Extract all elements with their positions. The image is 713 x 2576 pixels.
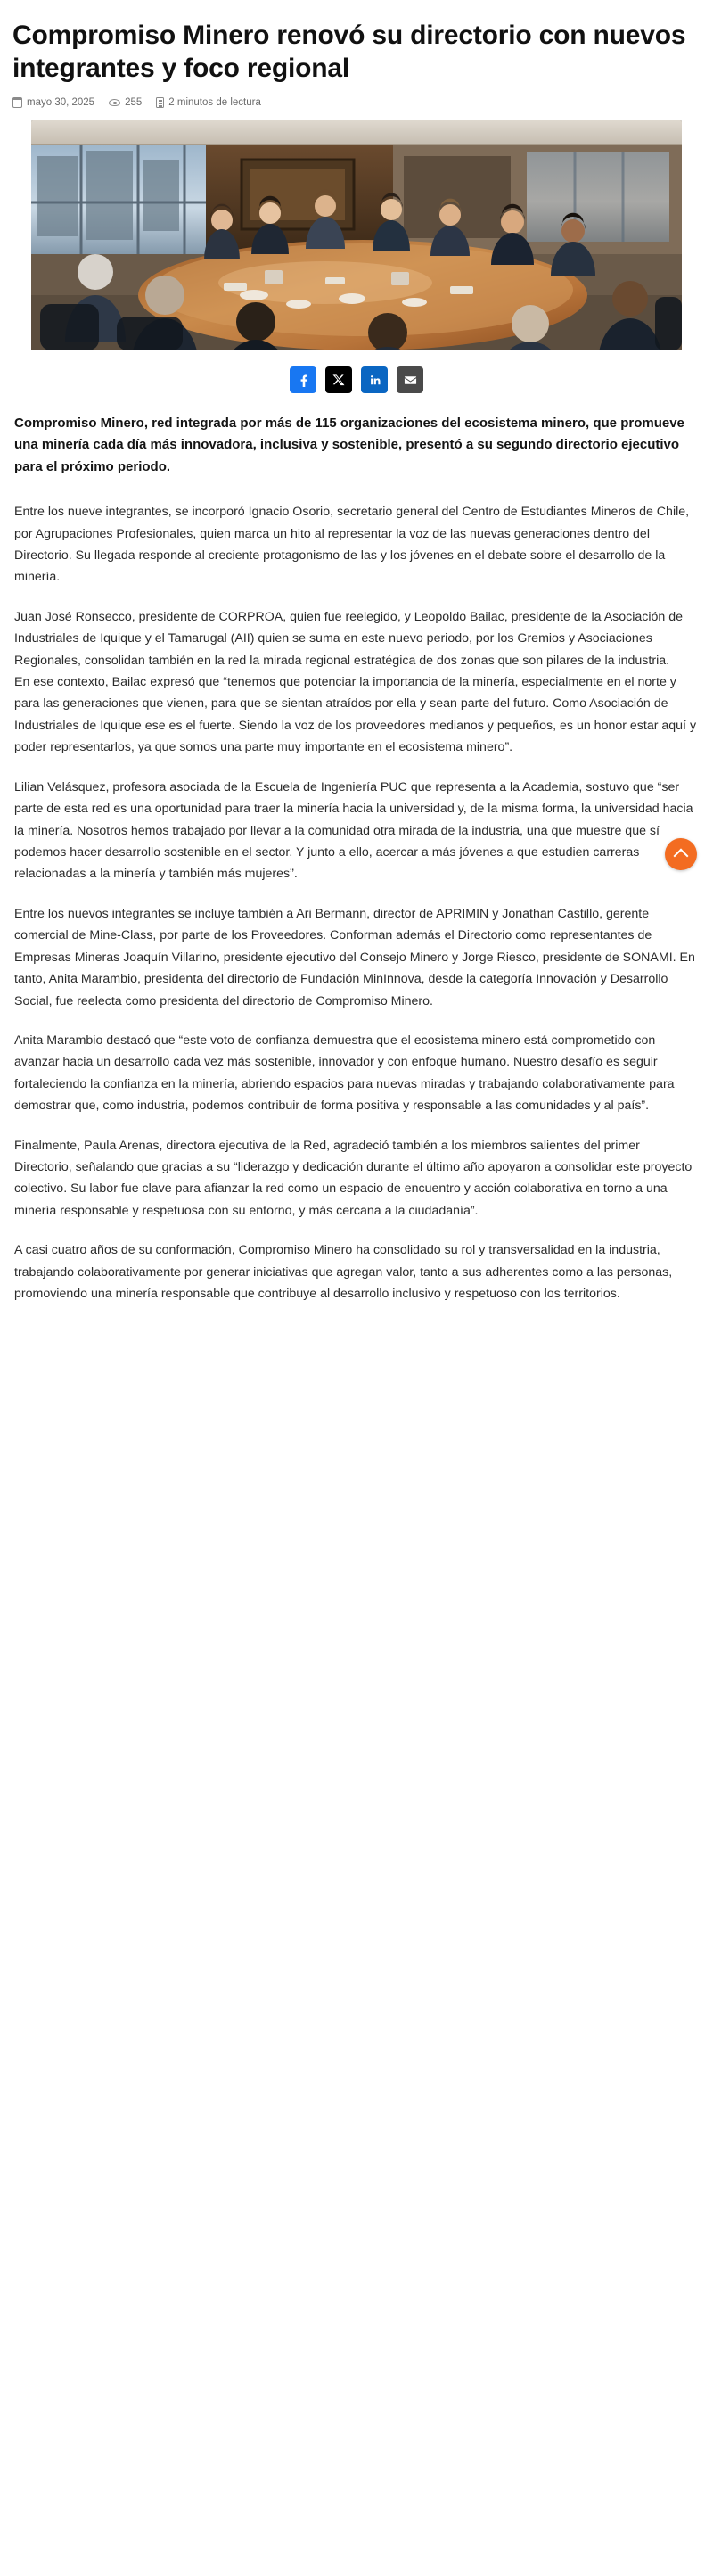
article-meta bbox=[12, 97, 701, 108]
article-paragraph-4: Lilian Velásquez, profesora asociada de la Escuela de Ingeniería PUC que representa a la Academia, sostuvo que “ser parte de esta red es una oportunidad para traer la minería hacia la universidad y, de la misma forma, la universidad hacia la minería. Nosotros hemos trabajado por llevar a la comunidad otra mirada de la industria, una que muestre que sí podemos hacer desarrollo sostenible en el sector. Y junto a ello, acercar a más jóvenes a que estudien carreras relacionadas a la minería y también más mujeres”. bbox=[14, 779, 693, 882]
meta-reading-time bbox=[156, 97, 261, 108]
share-email-button[interactable] bbox=[397, 366, 423, 393]
page-title: Compromiso Minero renovó su directorio con nuevos integrantes y foco regional bbox=[12, 21, 686, 83]
article-paragraph-6: Anita Marambio destacó que “este voto de confianza demuestra que el ecosistema minero está comprometido con avanzar hacia un desarrollo cada vez más sostenible, innovador y con enfoque humano. Nuestro desafío es seguir fortaleciendo la confianza en la minería, abriendo espacios para nuevas miradas y trabajando colaborativamente para demostrar que, como industria, podemos contribuir de forma positiva y responsable a las comunidades y al país”. bbox=[14, 1033, 675, 1114]
meta-reading-time-label: 2 minutos de lectura bbox=[168, 97, 261, 109]
calendar-icon bbox=[12, 98, 22, 108]
meta-date bbox=[12, 97, 94, 108]
hero-image bbox=[31, 120, 682, 350]
article-paragraph-5: Entre los nuevos integrantes se incluye también a Ari Bermann, director de APRIMIN y Jonathan Castillo, gerente comercial de Mine-Class, por parte de los Proveedores. Conforman además el Directorio como representantes de Empresas Mineras Joaquín Villarino, presidente ejecutivo del Consejo Minero y Jorge Riesco, presidente de SONAMI. En tanto, Anita Marambio, presidenta del directorio de Fundación MinInnova, desde la categoría Innovación y Desarrollo Social, fue reelecta como presidenta del directorio de Compromiso Minero. bbox=[14, 906, 695, 1008]
article-lead: Compromiso Minero, red integrada por más de 115 organizaciones del ecosistema minero, que promueve una minería cada día más innovadora, inclusiva y sostenible, presentó a su segundo directorio ejecutivo para el próximo periodo. bbox=[14, 416, 684, 474]
article-paragraph-3: En ese contexto, Bailac expresó que “tenemos que potenciar la importancia de la minería, especialmente en el norte y para las generaciones que vienen, para que se sientan atraídos por ella y sean parte del futuro. Como Asociación de Industriales de Iquique ese es el fuerte. Siendo la voz de los proveedores medianos y pequeños, es un honor estar aquí y poder representarlos, ya que somos una parte muy importante en el ecosistema minero”. bbox=[14, 675, 697, 755]
share-linkedin-button[interactable] bbox=[361, 366, 388, 393]
share-x-button[interactable] bbox=[325, 366, 352, 393]
eye-icon bbox=[109, 98, 120, 108]
meta-date-label: mayo 30, 2025 bbox=[27, 97, 95, 109]
hero-image-container bbox=[12, 120, 701, 350]
share-facebook-button[interactable] bbox=[290, 366, 316, 393]
meta-views bbox=[109, 97, 142, 108]
article-paragraph-7: Finalmente, Paula Arenas, directora ejecutiva de la Red, agradeció también a los miembros salientes del primer Directorio, señalando que gracias a su “liderazgo y dedicación durante el último año apoyaron a consolidar este proyecto colectivo. Su labor fue clave para afianzar la red como un espacio de encuentro y acción colaborativa en torno a una minería responsable y respetuosa con su entorno, y más cercana a la ciudadanía”. bbox=[14, 1138, 693, 1218]
article-paragraph-2: Juan José Ronsecco, presidente de CORPROA, quien fue reelegido, y Leopoldo Bailac, presidente de la Asociación de Industriales de Iquique y el Tamarugal (AII) quien se suma en este nuevo periodo, por los Gremios y Asociaciones Regionales, consolidan también en la red la mirada regional estratégica de dos zonas que son pilares de la industria. bbox=[14, 609, 684, 668]
chevron-up-icon bbox=[674, 849, 689, 864]
article-paragraph-8: A casi cuatro años de su conformación, Compromiso Minero ha consolidado su rol y transversalidad en la industria, trabajando colaborativamente por generar iniciativas que agregan valor, tanto a sus adherentes como a las personas, promoviendo una minería responsable que contribuye al desarrollo inclusivo y respetuoso con los territorios. bbox=[14, 1243, 673, 1302]
article-paragraph-1: Entre los nueve integrantes, se incorporó Ignacio Osorio, secretario general del Centro de Estudiantes Mineros de Chile, por Agrupaciones Profesionales, quien marca un hito al representar la voz de las nuevas generaciones dentro del Directorio. Su llegada responde al creciente protagonismo de las y los jóvenes en el debate sobre el desarrollo de la minería. bbox=[14, 505, 690, 585]
document-icon bbox=[156, 97, 164, 108]
meta-views-label: 255 bbox=[125, 97, 143, 109]
scroll-to-top-button[interactable] bbox=[665, 838, 697, 870]
share-buttons[interactable] bbox=[12, 366, 701, 393]
